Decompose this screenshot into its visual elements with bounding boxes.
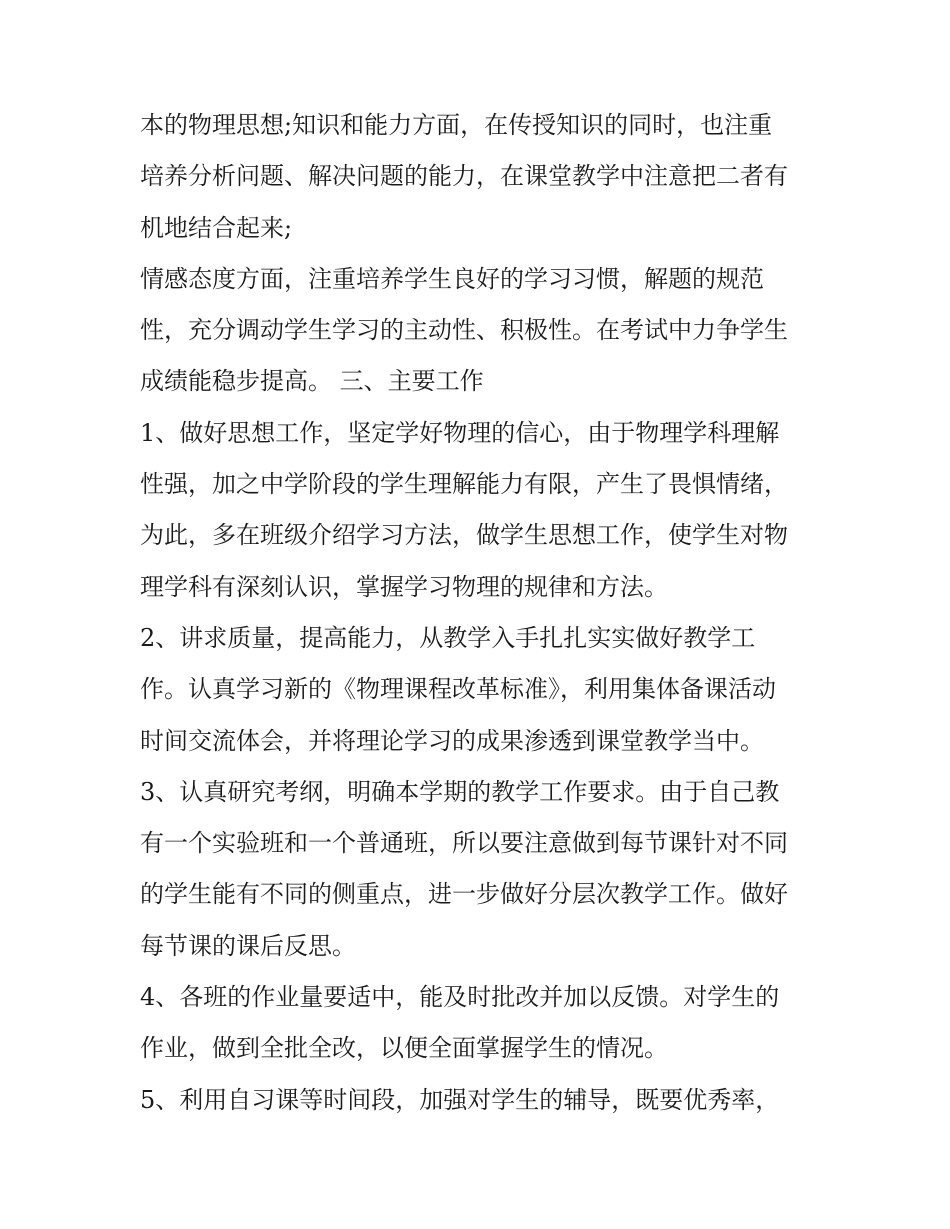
text-line: 3、认真研究考纲，明确本学期的教学工作要求。由于自己教 <box>140 777 780 806</box>
text-line: 时间交流体会，并将理论学习的成果渗透到课堂教学当中。 <box>140 726 764 755</box>
document-body <box>140 100 830 1126</box>
text-line: 有一个实验班和一个普通班，所以要注意做到每节课针对不同 <box>140 829 788 858</box>
text-line: 为此，多在班级介绍学习方法，做学生思想工作，使学生对物 <box>140 521 788 550</box>
text-line: 培养分析问题、解决问题的能力，在课堂教学中注意把二者有 <box>140 162 788 191</box>
text-line: 理学科有深刻认识，掌握学习物理的规律和方法。 <box>140 572 668 601</box>
text-line: 成绩能稳步提高。 三、主要工作 <box>140 367 484 396</box>
text-line: 每节课的课后反思。 <box>140 931 356 960</box>
text-line: 作。认真学习新的《物理课程改革标准》，利用集体备课活动 <box>140 675 776 704</box>
text-line: 情感态度方面，注重培养学生良好的学习习惯，解题的规范 <box>140 264 764 293</box>
text-line: 1、做好思想工作，坚定学好物理的信心，由于物理学科理解 <box>140 418 780 447</box>
text-line: 性，充分调动学生学习的主动性、积极性。在考试中力争学生 <box>140 316 788 345</box>
text-line: 5、利用自习课等时间段，加强对学生的辅导，既要优秀率， <box>140 1085 780 1114</box>
text-line: 4、各班的作业量要适中，能及时批改并加以反馈。对学生的 <box>140 983 780 1012</box>
text-line: 本的物理思想;知识和能力方面，在传授知识的同时，也注重 <box>140 111 773 139</box>
text-line: 作业，做到全批全改，以便全面掌握学生的情况。 <box>140 1034 668 1063</box>
text-line: 机地结合起来; <box>140 213 293 242</box>
text-line: 2、讲求质量，提高能力，从教学入手扎扎实实做好教学工 <box>140 623 756 652</box>
text-line: 性强，加之中学阶段的学生理解能力有限，产生了畏惧情绪， <box>140 470 788 499</box>
text-line: 的学生能有不同的侧重点，进一步做好分层次教学工作。做好 <box>140 880 788 909</box>
